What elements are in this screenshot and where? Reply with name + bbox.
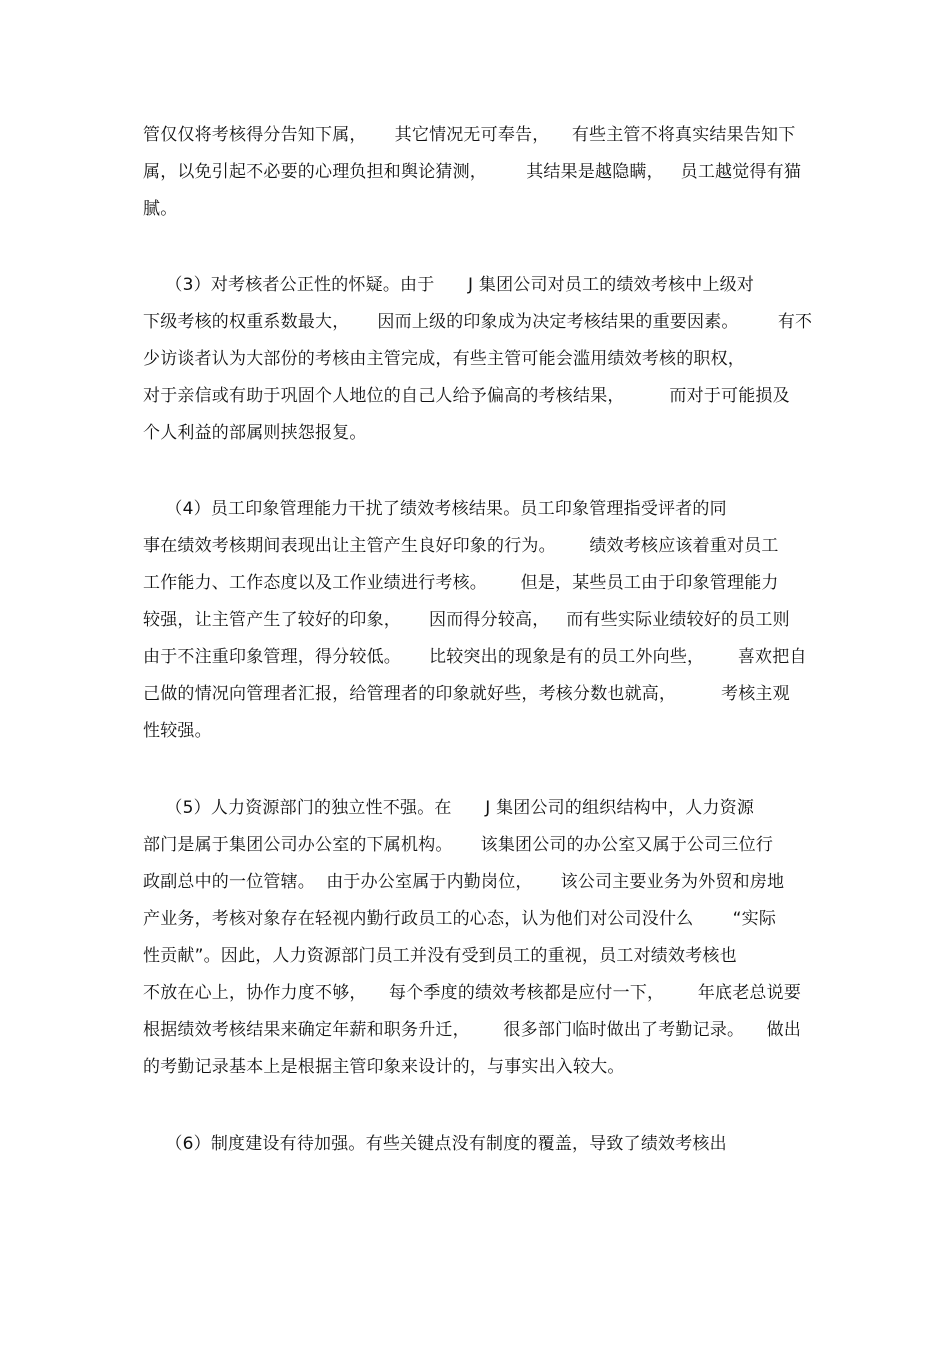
text-line: 事在绩效考核期间表现出让主管产生良好印象的行为。 绩效考核应该着重对员工 <box>143 536 779 556</box>
text-line: （4）员工印象管理能力干扰了绩效考核结果。员工印象管理指受评者的同 <box>143 499 727 519</box>
text-line: 性贡献”。因此，人力资源部门员工并没有受到员工的重视，员工对绩效考核也 <box>143 946 737 966</box>
text-line: 由于不注重印象管理，得分较低。 比较突出的现象是有的员工外向些， 喜欢把自 <box>143 647 807 667</box>
text-line: 性较强。 <box>143 721 212 741</box>
text-line: （6）制度建设有待加强。有些关键点没有制度的覆盖，导致了绩效考核出 <box>143 1134 727 1154</box>
text-line: 不放在心上，协作力度不够， 每个季度的绩效考核都是应付一下， 年底老总说要 <box>143 983 802 1003</box>
text-line: 根据绩效考核结果来确定年薪和职务升迁， 很多部门临时做出了考勤记录。 做出 <box>143 1020 802 1040</box>
text-line: 工作能力、工作态度以及工作业绩进行考核。 但是，某些员工由于印象管理能力 <box>143 573 779 593</box>
text-line: 产业务，考核对象存在轻视内勤行政员工的心态，认为他们对公司没什么 “实际 <box>143 909 777 929</box>
text-line: 下级考核的权重系数最大， 因而上级的印象成为决定考核结果的重要因素。 有不 <box>143 312 813 332</box>
text-line: 个人利益的部属则挟怨报复。 <box>143 423 367 443</box>
text-line: 较强，让主管产生了较好的印象， 因而得分较高， 而有些实际业绩较好的员工则 <box>143 610 790 630</box>
text-line: 部门是属于集团公司办公室的下属机构。 该集团公司的办公室又属于公司三位行 <box>143 835 774 855</box>
text-line: 少访谈者认为大部份的考核由主管完成，有些主管可能会滥用绩效考核的职权， <box>143 349 745 369</box>
text-line: 对于亲信或有助于巩固个人地位的自己人给予偏高的考核结果， 而对于可能损及 <box>143 386 790 406</box>
text-line: 己做的情况向管理者汇报，给管理者的印象就好些，考核分数也就高， 考核主观 <box>143 684 790 704</box>
text-line: 属，以免引起不必要的心理负担和舆论猜测， 其结果是越隐瞒， 员工越觉得有猫 <box>143 162 802 182</box>
text-line: 管仅仅将考核得分告知下属， 其它情况无可奉告， 有些主管不将真实结果告知下 <box>143 125 796 145</box>
text-line: 政副总中的一位管辖。 由于办公室属于内勤岗位， 该公司主要业务为外贸和房地 <box>143 872 785 892</box>
text-line: 腻。 <box>143 199 178 219</box>
text-line: 的考勤记录基本上是根据主管印象来设计的，与事实出入较大。 <box>143 1057 625 1077</box>
text-line: （5）人力资源部门的独立性不强。在 J 集团公司的组织结构中，人力资源 <box>143 798 755 818</box>
text-line: （3）对考核者公正性的怀疑。由于 J 集团公司对员工的绩效考核中上级对 <box>143 275 755 295</box>
